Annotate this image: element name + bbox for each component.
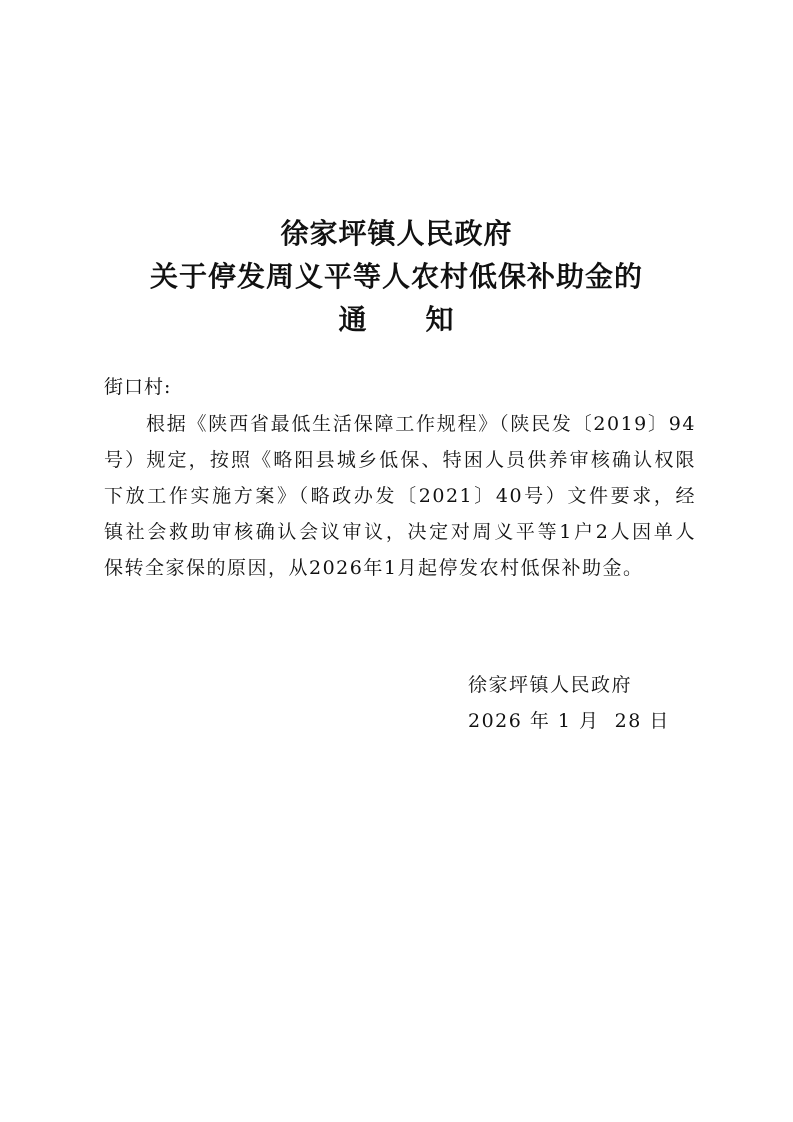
body-line: 镇社会救助审核确认会议审议，决定对周义平等1户2人因单人: [104, 521, 696, 543]
document-title: [0, 212, 793, 341]
signature-date: 2026 年 1 月 28 日: [468, 710, 670, 732]
body-line: 保转全家保的原因，从2026年1月起停发农村低保补助金。: [104, 557, 644, 579]
title-line-issuer: 徐家坪镇人民政府: [280, 217, 513, 250]
body-line: 根据《陕西省最低生活保障工作规程》（陕民发〔2019〕94: [146, 413, 696, 435]
title-line-subject: 关于停发周义平等人农村低保补助金的: [149, 260, 643, 293]
body-line: 号）规定，按照《略阳县城乡低保、特困人员供养审核确认权限: [104, 449, 696, 471]
title-notice-char-1: 通: [338, 303, 368, 336]
body-paragraph: [104, 406, 696, 586]
signature-issuer: 徐家坪镇人民政府: [468, 674, 633, 696]
title-notice-char-2: 知: [425, 303, 455, 336]
title-line-notice: [0, 298, 793, 341]
body-line: 下放工作实施方案》（略政办发〔2021〕40号）文件要求，经: [104, 485, 696, 507]
salutation: 街口村:: [104, 376, 172, 398]
